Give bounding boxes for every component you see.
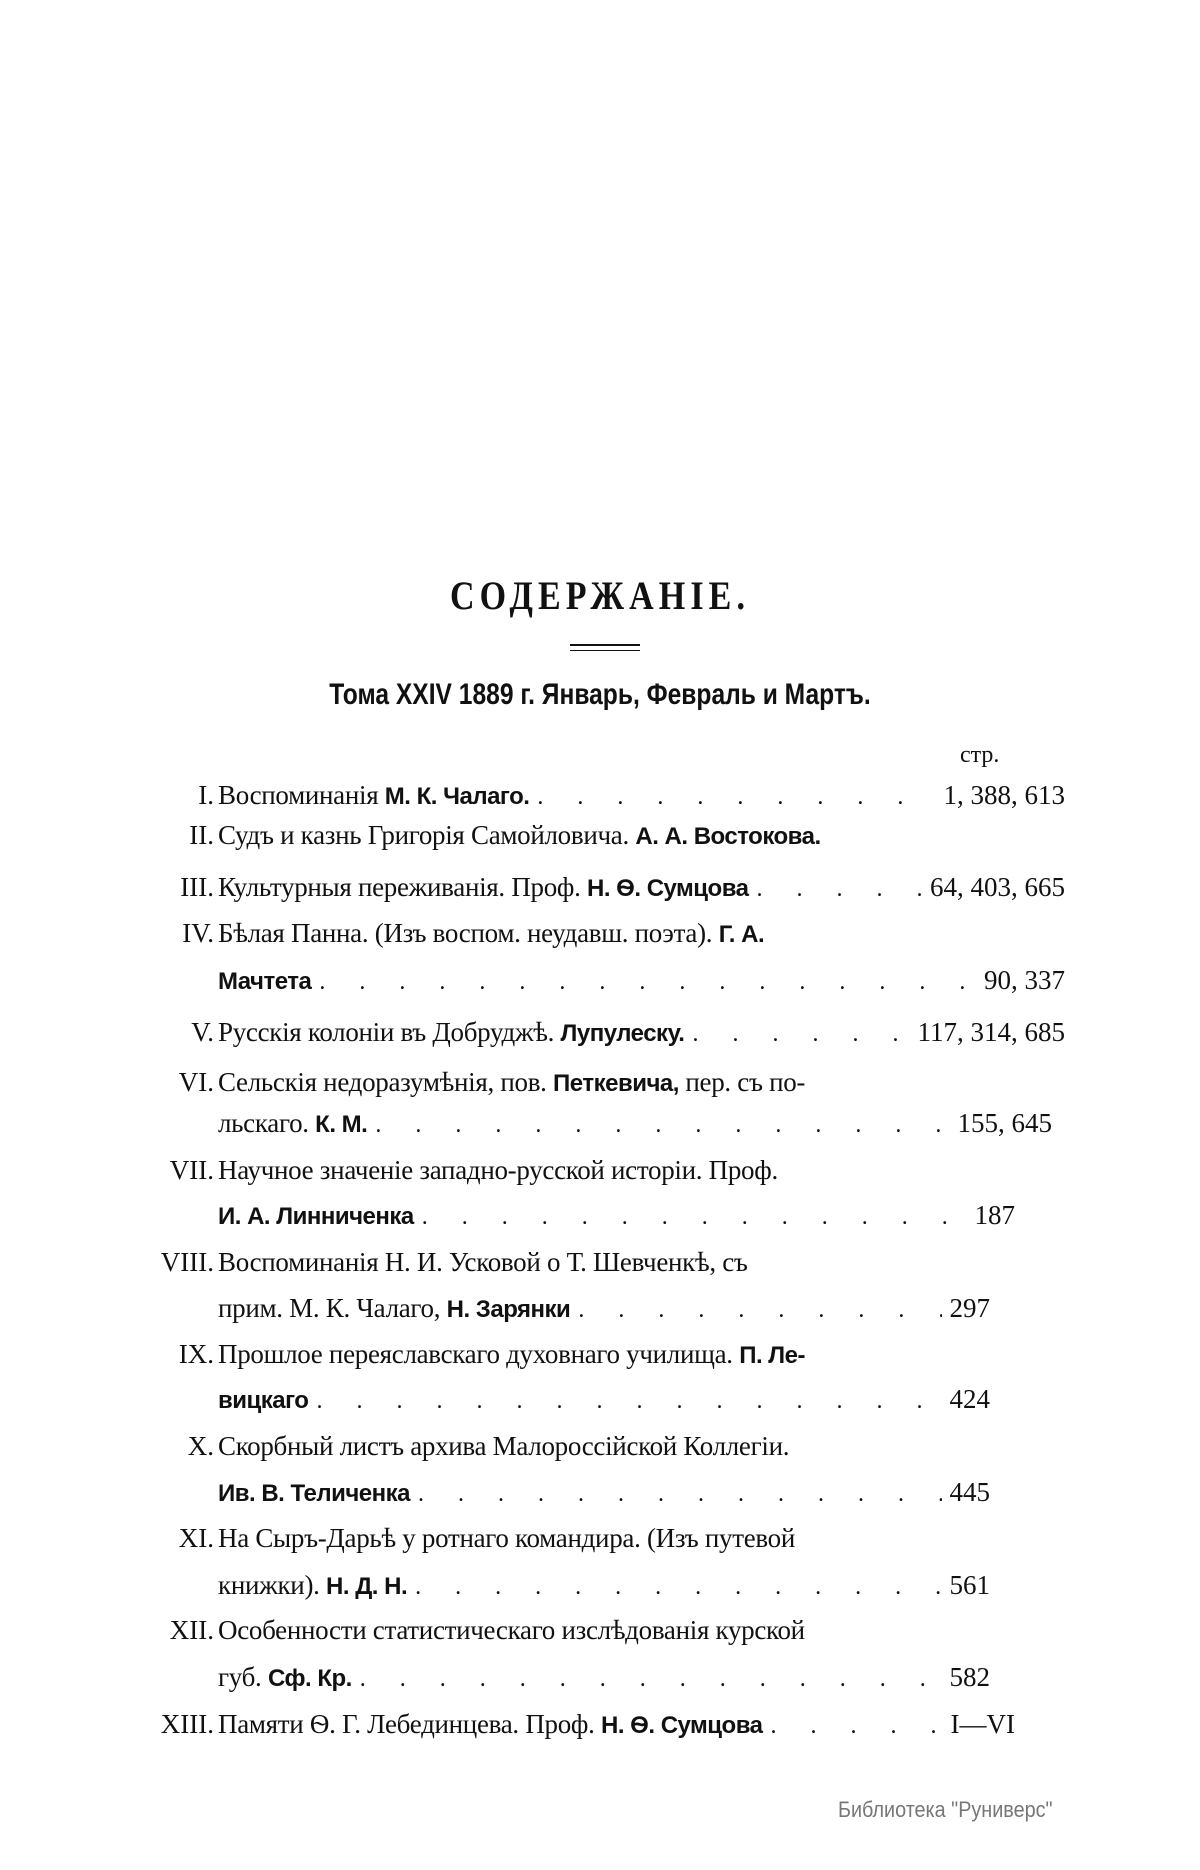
page-column-label: стр. bbox=[960, 742, 1000, 768]
title-divider bbox=[570, 644, 640, 651]
title-text: Воспоминанія bbox=[218, 780, 385, 810]
entry-title bbox=[218, 1615, 805, 1645]
entry-line bbox=[218, 1293, 990, 1325]
entry-numeral: XII. bbox=[169, 1615, 214, 1645]
author-name: И. А. Линниченка bbox=[218, 1203, 414, 1230]
entry-line bbox=[218, 1108, 1052, 1140]
entry-title bbox=[218, 1017, 684, 1049]
entry-title bbox=[218, 1067, 805, 1099]
entry-title bbox=[218, 1247, 748, 1277]
title-text: На Сыръ-Дарьѣ у ротнаго командира. (Изъ путевой bbox=[218, 1523, 796, 1553]
dot-leader bbox=[375, 1110, 949, 1140]
author-name: Н. Зарянки bbox=[446, 1296, 571, 1323]
dot-leader bbox=[422, 1202, 967, 1232]
page-number: I—VI bbox=[950, 1709, 1015, 1739]
entry-numeral: VII. bbox=[169, 1155, 214, 1185]
dot-leader bbox=[418, 1479, 942, 1509]
entry-line bbox=[218, 1570, 990, 1602]
entry-numeral: I. bbox=[198, 780, 214, 810]
dot-leader bbox=[578, 1295, 941, 1325]
page-number: 561 bbox=[949, 1570, 990, 1600]
author-name: Сф. Кр. bbox=[267, 1665, 352, 1692]
entry-line bbox=[218, 1477, 990, 1509]
entry-line bbox=[218, 1155, 920, 1185]
entry-line bbox=[218, 1067, 920, 1099]
title-text: прим. М. К. Чалаго, bbox=[218, 1293, 447, 1323]
entry-title bbox=[218, 1523, 795, 1553]
entry-line bbox=[218, 820, 821, 852]
entry-numeral: VIII. bbox=[160, 1247, 214, 1277]
page-number: 64, 403, 665 bbox=[930, 872, 1065, 902]
entry-numeral: X. bbox=[187, 1431, 214, 1461]
dot-leader bbox=[757, 874, 922, 904]
author-name: К. М. bbox=[315, 1111, 368, 1138]
dot-leader bbox=[771, 1711, 943, 1741]
author-name: Мачтета bbox=[218, 968, 312, 995]
title-text: Скорбный листъ архива Малороссійской Коллегіи. bbox=[218, 1431, 790, 1461]
entry-line bbox=[218, 1017, 1065, 1049]
entry-title bbox=[218, 1477, 410, 1509]
entry-line bbox=[218, 1247, 920, 1277]
entry-line bbox=[218, 1615, 920, 1645]
entry-numeral: XIII. bbox=[160, 1709, 214, 1739]
author-name: Лупулеску. bbox=[560, 1020, 685, 1047]
dot-leader bbox=[692, 1019, 909, 1049]
entry-numeral: III. bbox=[180, 872, 214, 902]
entry-line bbox=[218, 872, 1065, 904]
entry-title bbox=[218, 1155, 778, 1185]
page-number: 582 bbox=[949, 1662, 990, 1692]
title-text: Сельскія недоразумѣнія, пов. bbox=[218, 1067, 554, 1097]
title-text: Особенности статистическаго изслѣдованія курской bbox=[218, 1615, 805, 1645]
author-name: вицкаго bbox=[218, 1387, 309, 1414]
entry-line bbox=[218, 1523, 920, 1553]
entry-numeral: IX. bbox=[178, 1339, 214, 1369]
author-name: Н. Ѳ. Сумцова bbox=[587, 875, 749, 902]
entry-line bbox=[218, 918, 920, 950]
entry-title bbox=[218, 1339, 805, 1371]
title-text: пер. съ по- bbox=[678, 1067, 806, 1097]
entry-title bbox=[218, 1200, 414, 1232]
entry-line bbox=[218, 1384, 990, 1416]
title-text: Бѣлая Панна. (Изъ воспом. неудавш. поэта). bbox=[218, 918, 719, 948]
title-text: губ. bbox=[218, 1662, 268, 1692]
entry-line bbox=[218, 1339, 920, 1371]
entry-title bbox=[218, 965, 311, 997]
library-watermark: Библиотека "Руниверс" bbox=[838, 1797, 1053, 1822]
entry-title bbox=[218, 1662, 352, 1694]
page-number: 1, 388, 613 bbox=[943, 780, 1065, 810]
volume-subtitle: Тома XXIV 1889 г. Январь, Февраль и Мартъ. bbox=[329, 678, 871, 711]
title-text: книжки). bbox=[218, 1570, 327, 1600]
author-name: Г. А. bbox=[718, 921, 765, 948]
dot-leader bbox=[537, 782, 935, 812]
page-number: 117, 314, 685 bbox=[917, 1017, 1065, 1047]
entry-numeral: II. bbox=[189, 820, 214, 850]
entry-title bbox=[218, 918, 764, 950]
entry-numeral: XI. bbox=[178, 1523, 214, 1553]
entry-title bbox=[218, 1431, 789, 1461]
entry-line bbox=[218, 1200, 1015, 1232]
page-number: 90, 337 bbox=[984, 965, 1065, 995]
entry-title bbox=[218, 1709, 763, 1741]
title-text: Прошлое переяславскаго духовнаго училища. bbox=[218, 1339, 740, 1369]
page-number: 155, 645 bbox=[957, 1108, 1052, 1138]
entry-line bbox=[218, 780, 1065, 812]
entry-title bbox=[218, 1293, 570, 1325]
entry-line bbox=[218, 1709, 1015, 1741]
page-number: 424 bbox=[949, 1384, 990, 1414]
title-text: Русскія колоніи въ Добруджѣ. bbox=[218, 1017, 561, 1047]
author-name: Петкевича, bbox=[553, 1070, 679, 1097]
page-title: СОДЕРЖАНІЕ. bbox=[449, 573, 751, 618]
entry-numeral: V. bbox=[191, 1017, 214, 1047]
author-name: Ив. В. Теличенка bbox=[218, 1480, 410, 1507]
entry-title bbox=[218, 780, 529, 812]
dot-leader bbox=[415, 1572, 941, 1602]
entry-title bbox=[218, 820, 821, 852]
entry-title bbox=[218, 1384, 308, 1416]
dot-leader bbox=[360, 1664, 942, 1694]
title-text: Научное значеніе западно-русской исторіи. Проф. bbox=[218, 1155, 778, 1185]
entry-line bbox=[218, 1662, 990, 1694]
page-number: 297 bbox=[949, 1293, 990, 1323]
author-name: Н. Д. Н. bbox=[326, 1573, 408, 1600]
title-text: Памяти Ѳ. Г. Лебединцева. Проф. bbox=[218, 1709, 602, 1739]
dot-leader bbox=[316, 1386, 941, 1416]
entry-line bbox=[218, 1431, 920, 1461]
entry-numeral: IV. bbox=[182, 918, 214, 948]
title-text: льскаго. bbox=[218, 1108, 316, 1138]
page-number: 445 bbox=[949, 1477, 990, 1507]
author-name: А. А. Востокова. bbox=[635, 823, 821, 850]
page-number: 187 bbox=[974, 1200, 1015, 1230]
entry-numeral: VI. bbox=[178, 1067, 214, 1097]
entry-title bbox=[218, 1108, 367, 1140]
author-name: П. Ле- bbox=[739, 1342, 805, 1369]
entry-title bbox=[218, 1570, 407, 1602]
entry-title bbox=[218, 872, 749, 904]
title-text: Судъ и казнь Григорія Самойловича. bbox=[218, 820, 636, 850]
author-name: Н. Ѳ. Сумцова bbox=[601, 1712, 763, 1739]
dot-leader bbox=[319, 967, 976, 997]
title-text: Воспоминанія Н. И. Усковой о Т. Шевченкѣ, съ bbox=[218, 1247, 748, 1277]
author-name: М. К. Чалаго. bbox=[384, 783, 530, 810]
title-text: Культурныя переживанія. Проф. bbox=[218, 872, 588, 902]
entry-line bbox=[218, 965, 1065, 997]
